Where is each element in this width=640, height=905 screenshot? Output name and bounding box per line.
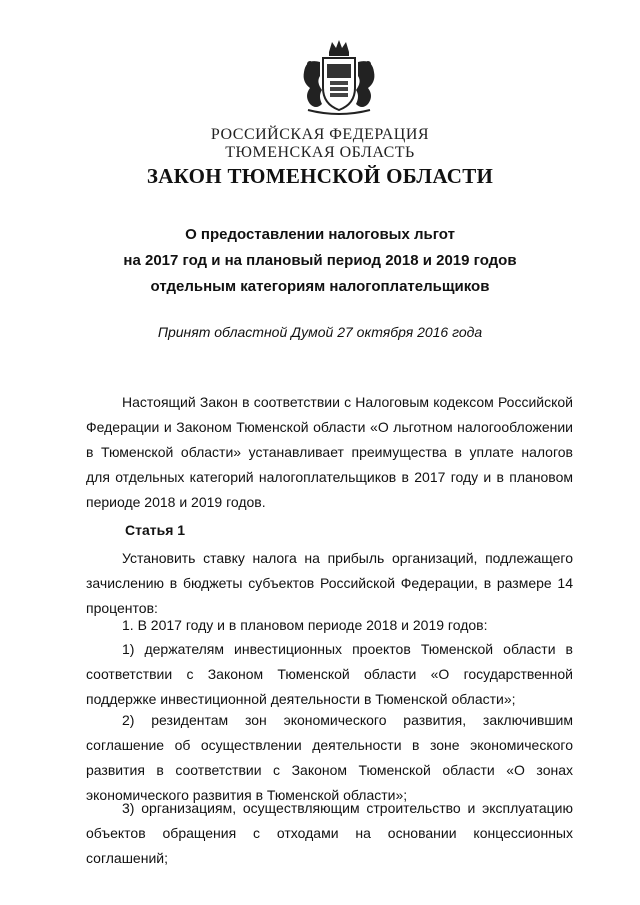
article-heading: Статья 1	[125, 522, 186, 538]
country-name: РОССИЙСКАЯ ФЕДЕРАЦИЯ	[210, 126, 430, 143]
document-title-line: отдельным категориям налогоплательщиков	[150, 278, 490, 295]
article-item: 3) организациям, осуществляющим строительство и эксплуатацию объектов обращения с отходами на основании концессионных соглашений;	[86, 800, 573, 866]
adoption-note: Принят областной Думой 27 октября 2016 года	[157, 324, 483, 340]
coat-of-arms-icon	[296, 38, 382, 118]
intro-paragraph: Настоящий Закон в соответствии с Налоговым кодексом Российской Федерации и Законом Тюменской области «О льготном налогообложении в Тюменской области» устанавливает преимущества в уплате налогов для отдельных категорий налогоплательщиков в 2017 году и в плановом периоде 2018 и 2019 годов.	[86, 394, 573, 510]
article-item: 1) держателям инвестиционных проектов Тюменской области в соответствии с Законом Тюменской области «О государственной поддержке инвестиционной деятельности в Тюменской области»;	[86, 641, 573, 707]
law-title: ЗАКОН ТЮМЕНСКОЙ ОБЛАСТИ	[146, 164, 494, 188]
document-title-line: на 2017 год и на плановый период 2018 и 2019 годов	[123, 252, 517, 269]
region-name: ТЮМЕНСКАЯ ОБЛАСТЬ	[225, 144, 415, 161]
article-item: 2) резидентам зон экономического развития, заключившим соглашение об осуществлении деятельности в зоне экономического развития в соответствии с Законом Тюменской области «О зонах экономического развития в Тюменской области»;	[86, 712, 573, 803]
article-body: Установить ставку налога на прибыль организаций, подлежащего зачислению в бюджеты субъектов Российской Федерации, в размере 14 процентов:	[86, 550, 573, 616]
document-title-line: О предоставлении налоговых льгот	[185, 226, 455, 243]
article-point: 1. В 2017 году и в плановом периоде 2018 и 2019 годов:	[122, 617, 488, 633]
